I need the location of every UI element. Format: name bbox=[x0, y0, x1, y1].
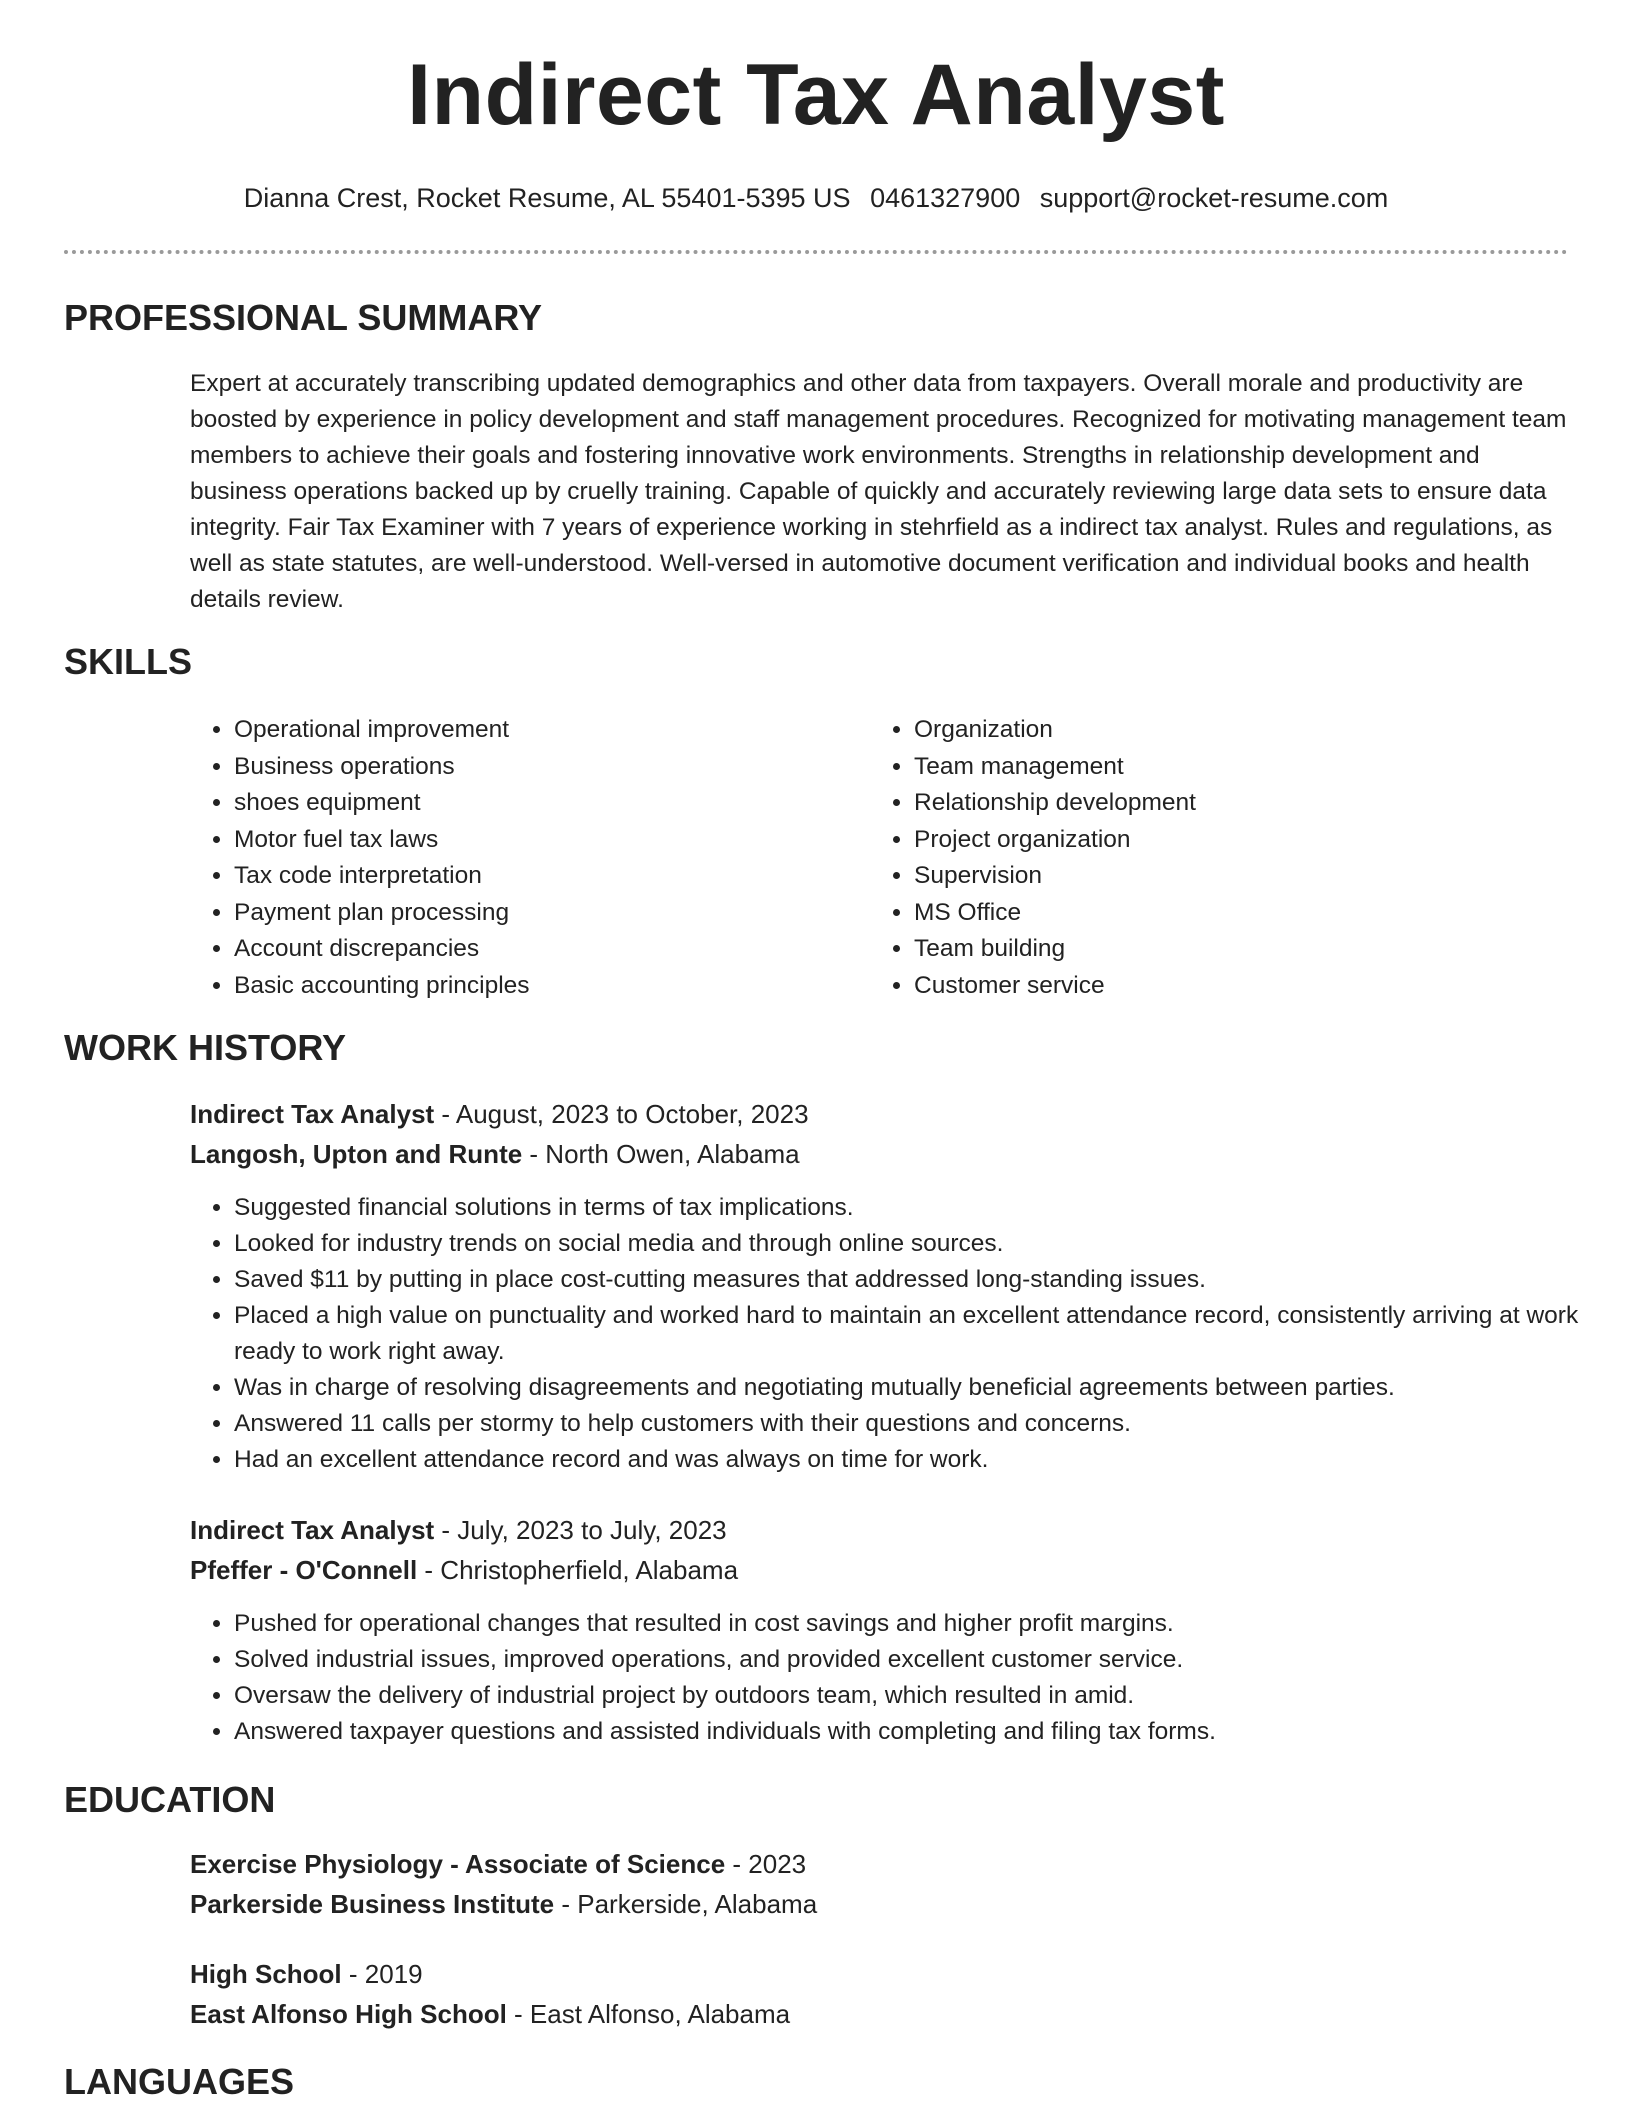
education-degree-line bbox=[190, 1848, 806, 1880]
skill-item: • Operational improvement bbox=[234, 712, 530, 749]
job-dates: - August, 2023 to October, 2023 bbox=[434, 1099, 809, 1129]
summary-heading: PROFESSIONAL SUMMARY bbox=[64, 297, 543, 338]
contact-address: Dianna Crest, Rocket Resume, AL 55401-5395 US bbox=[243, 183, 851, 213]
education-school-line bbox=[190, 1998, 790, 2030]
job-dates: - July, 2023 to July, 2023 bbox=[434, 1515, 727, 1545]
languages-heading: LANGUAGES bbox=[64, 2061, 295, 2102]
education-heading: EDUCATION bbox=[64, 1779, 276, 1820]
skill-item: • Account discrepancies bbox=[234, 931, 530, 968]
skill-item: • Relationship development bbox=[914, 785, 1196, 822]
skill-item: • Customer service bbox=[914, 968, 1196, 1005]
skill-item: • Business operations bbox=[234, 749, 530, 786]
contact-line bbox=[0, 182, 1632, 214]
contact-phone: 0461327900 bbox=[870, 183, 1021, 213]
job-company: Pfeffer - O'Connell bbox=[190, 1555, 418, 1585]
skill-item: • Basic accounting principles bbox=[234, 968, 530, 1005]
work-heading: WORK HISTORY bbox=[64, 1027, 347, 1068]
job-bullet: • Answered taxpayer questions and assisted individuals with completing and filing tax forms. bbox=[234, 1714, 1614, 1750]
skills-list-left bbox=[190, 712, 530, 1004]
skill-item: • Tax code interpretation bbox=[234, 858, 530, 895]
education-degree-line bbox=[190, 1958, 423, 1990]
education-school-line bbox=[190, 1888, 817, 1920]
education-location: - East Alfonso, Alabama bbox=[506, 1999, 791, 2029]
job-bullet: • Looked for industry trends on social media and through online sources. bbox=[234, 1226, 1614, 1262]
job-bullet: • Solved industrial issues, improved operations, and provided excellent customer service. bbox=[234, 1642, 1614, 1678]
skill-item: • Organization bbox=[914, 712, 1196, 749]
skill-item: • Supervision bbox=[914, 858, 1196, 895]
skill-item: • Motor fuel tax laws bbox=[234, 822, 530, 859]
job-bullet: • Oversaw the delivery of industrial project by outdoors team, which resulted in amid. bbox=[234, 1678, 1614, 1714]
job-bullet: • Saved $11 by putting in place cost-cutting measures that addressed long-standing issues. bbox=[234, 1262, 1614, 1298]
skill-item: • MS Office bbox=[914, 895, 1196, 932]
candidate-name: Indirect Tax Analyst bbox=[407, 47, 1225, 143]
job-bullet: • Was in charge of resolving disagreements and negotiating mutually beneficial agreements between parties. bbox=[234, 1370, 1614, 1406]
education-degree: High School bbox=[190, 1959, 342, 1989]
job-bullet: • Had an excellent attendance record and was always on time for work. bbox=[234, 1442, 1614, 1478]
job-title: Indirect Tax Analyst bbox=[190, 1515, 435, 1545]
education-year: - 2023 bbox=[725, 1849, 807, 1879]
skill-item: • Team building bbox=[914, 931, 1196, 968]
skill-item: • Project organization bbox=[914, 822, 1196, 859]
job-company-line bbox=[190, 1554, 738, 1586]
job-title-line bbox=[190, 1514, 727, 1546]
education-school: Parkerside Business Institute bbox=[190, 1889, 555, 1919]
job-bullet: • Pushed for operational changes that resulted in cost savings and higher profit margins. bbox=[234, 1606, 1614, 1642]
header-divider bbox=[64, 250, 1568, 254]
skills-list-right bbox=[870, 712, 1196, 1004]
skills-heading: SKILLS bbox=[64, 641, 193, 682]
job-bullet: • Suggested financial solutions in terms of tax implications. bbox=[234, 1190, 1614, 1226]
job-title-line bbox=[190, 1098, 809, 1130]
job-bullets bbox=[190, 1606, 1614, 1750]
contact-email: support@rocket-resume.com bbox=[1039, 183, 1389, 213]
education-year: - 2019 bbox=[341, 1959, 423, 1989]
job-bullet: • Answered 11 calls per stormy to help customers with their questions and concerns. bbox=[234, 1406, 1614, 1442]
education-degree: Exercise Physiology - Associate of Science bbox=[190, 1849, 726, 1879]
job-bullet: • Placed a high value on punctuality and worked hard to maintain an excellent attendance record, consistently arriving at work ready to work right away. bbox=[234, 1298, 1614, 1370]
skill-item: • Team management bbox=[914, 749, 1196, 786]
job-title: Indirect Tax Analyst bbox=[190, 1099, 435, 1129]
job-location: - Christopherfield, Alabama bbox=[417, 1555, 739, 1585]
education-location: - Parkerside, Alabama bbox=[554, 1889, 818, 1919]
job-company: Langosh, Upton and Runte bbox=[190, 1139, 523, 1169]
job-bullets bbox=[190, 1190, 1614, 1478]
summary-text: Expert at accurately transcribing updated demographics and other data from taxpayers. Overall morale and productivity are boosted by experience in policy development and staff management procedures. Recognized for motivating management team members to achieve their goals and fostering innovative work environments. Strengths in relationship development and business operations backed up by cruelly training. Capable of quickly and accurately reviewing large data sets to ensure data integrity. Fair Tax Examiner with 7 years of experience working in stehrfield as a indirect tax analyst. Rules and regulations, as well as state statutes, are well-understood. Well-versed in automotive document verification and individual books and health details review. bbox=[190, 370, 1567, 613]
skill-item: • shoes equipment bbox=[234, 785, 530, 822]
job-location: - North Owen, Alabama bbox=[522, 1139, 800, 1169]
skill-item: • Payment plan processing bbox=[234, 895, 530, 932]
job-company-line bbox=[190, 1138, 800, 1170]
education-school: East Alfonso High School bbox=[190, 1999, 507, 2029]
